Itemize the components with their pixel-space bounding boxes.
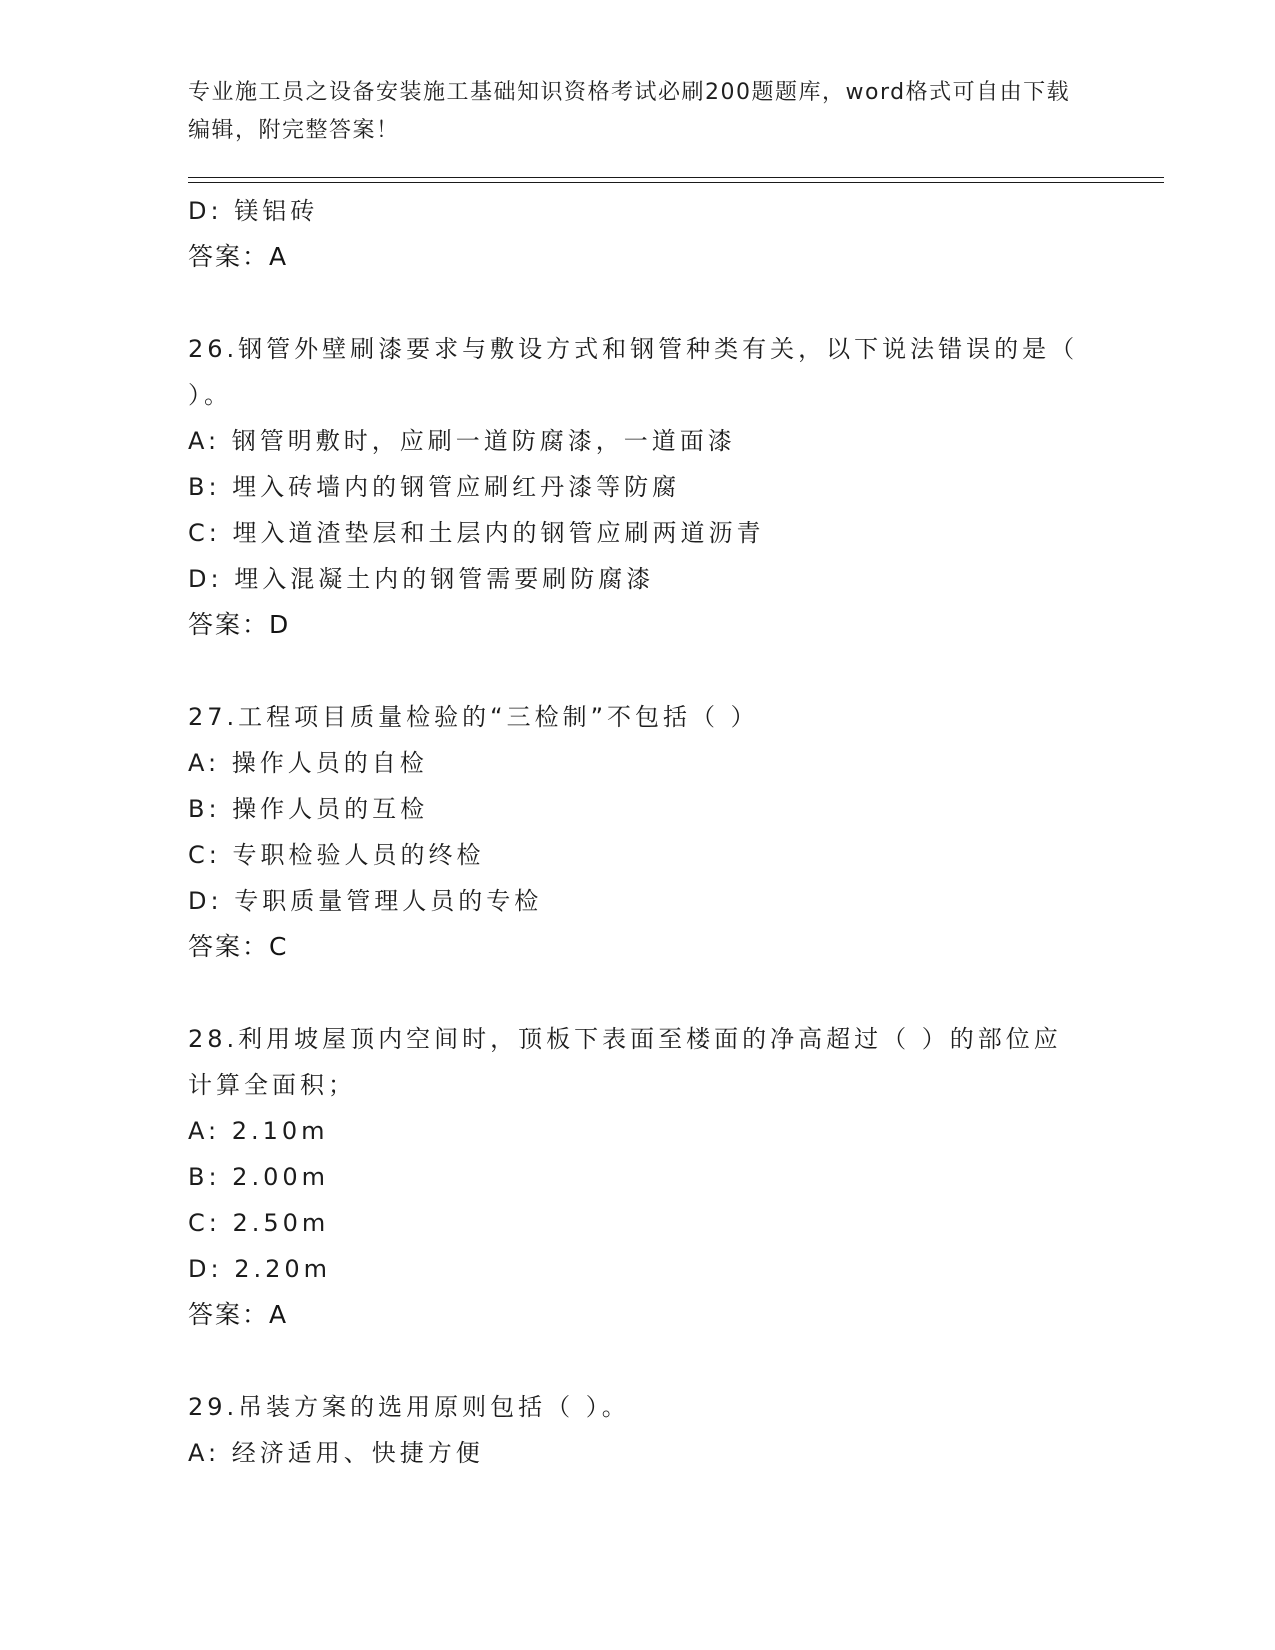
- answer: 答案：D: [188, 610, 291, 639]
- answer: 答案：C: [188, 932, 289, 961]
- option-a: A: 操作人员的自检: [188, 749, 428, 777]
- question-stem: 27.工程项目质量检验的“三检制”不包括（ ）: [188, 703, 759, 731]
- option-d: D: 埋入混凝土内的钢管需要刷防腐漆: [188, 565, 655, 593]
- question-26: [188, 326, 1088, 648]
- option-a: A: 2.10m: [188, 1117, 329, 1145]
- option-b: B: 2.00m: [188, 1163, 329, 1191]
- answer: 答案：A: [188, 1300, 289, 1329]
- question-stem: 28.利用坡屋顶内空间时，顶板下表面至楼面的净高超过（ ）的部位应计算全面积；: [188, 1025, 1062, 1099]
- option-d: D: 2.20m: [188, 1255, 332, 1283]
- document-header-title: 专业施工员之设备安装施工基础知识资格考试必刷200题题库，word格式可自由下载编辑，附完整答案！: [188, 80, 1071, 143]
- question-27: [188, 694, 1088, 970]
- q25-option-d: D: 镁铝砖: [188, 197, 319, 225]
- q25-answer: 答案：A: [188, 242, 289, 271]
- header-divider-bottom: [188, 182, 1164, 183]
- option-a: A: 经济适用、快捷方便: [188, 1439, 484, 1467]
- question-29: [188, 1384, 1088, 1476]
- question-stem: 29.吊装方案的选用原则包括（ ）。: [188, 1393, 630, 1421]
- header-divider-top: [188, 177, 1164, 178]
- spacer: [188, 648, 1088, 694]
- option-a: A: 钢管明敷时，应刷一道防腐漆，一道面漆: [188, 427, 736, 455]
- option-c: C: 专职检验人员的终检: [188, 841, 485, 869]
- question-list: [188, 188, 1088, 1476]
- spacer: [188, 1338, 1088, 1384]
- option-b: B: 埋入砖墙内的钢管应刷红丹漆等防腐: [188, 473, 681, 501]
- question-28: [188, 1016, 1088, 1338]
- option-c: C: 2.50m: [188, 1209, 330, 1237]
- spacer: [188, 280, 1088, 326]
- option-d: D: 专职质量管理人员的专检: [188, 887, 543, 915]
- spacer: [188, 970, 1088, 1016]
- option-b: B: 操作人员的互检: [188, 795, 429, 823]
- option-c: C: 埋入道渣垫层和土层内的钢管应刷两道沥青: [188, 519, 765, 547]
- question-stem: 26.钢管外壁刷漆要求与敷设方式和钢管种类有关，以下说法错误的是（ ）。: [188, 335, 1079, 409]
